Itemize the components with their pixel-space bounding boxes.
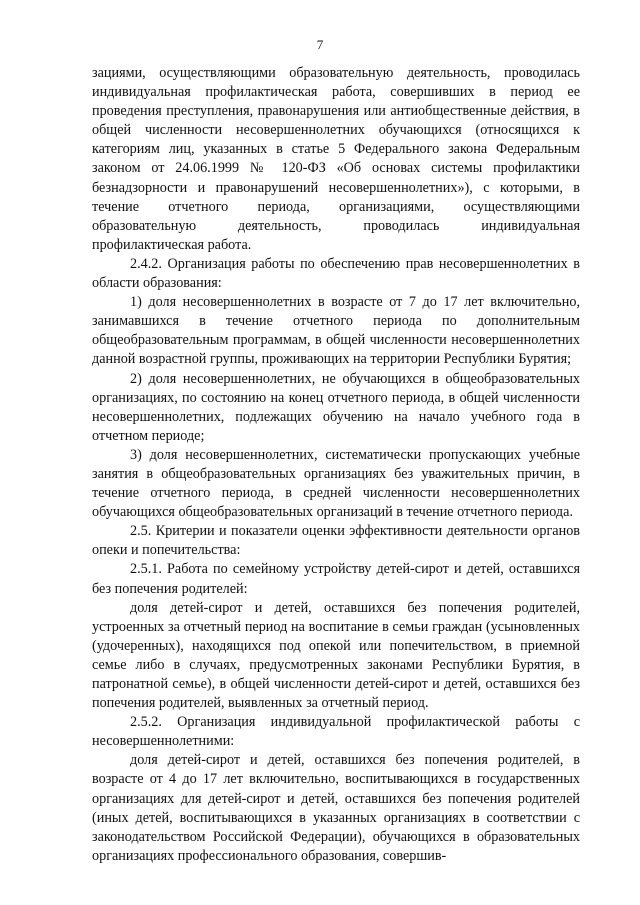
- paragraph-2-5-heading: 2.5. Критерии и показатели оценки эффективности деятельности органов опеки и попечительства:: [92, 523, 580, 559]
- paragraph-item-1: 1) доля несовершеннолетних в возрасте от 7 до 17 лет включительно, занимавшихся в течение отчетного периода по дополнительным общеобразовательным программам, в общей численности несовершеннолетних данной возрастной группы, проживающих на территории Республики Бурятия;: [92, 294, 580, 368]
- paragraph-2-4-2-heading: 2.4.2. Организация работы по обеспечению прав несовершеннолетних в области образования:: [92, 255, 580, 292]
- paragraph-2-5-1-indicator: доля детей-сирот и детей, оставшихся без попечения родителей, устроенных за отчетный период на воспитание в семьи граждан (усыновленных (удочеренных), находящихся под опекой или попечительством, в приемной семье либо в случаях, предусмотренных законами Республики Бурятия, в патронатной семье), в общей численности детей-сирот и детей, оставшихся без попечения родителей, выявленных за отчетный период.: [92, 599, 580, 712]
- paragraph-item-3: 3) доля несовершеннолетних, систематически пропускающих учебные занятия в общеобразовательных организациях без уважительных причин, в течение отчетного периода, в средней численности несовершеннолетних обучающихся общеобразовательных организаций в течение отчетного периода.: [92, 446, 580, 521]
- paragraph-item-2: 2) доля несовершеннолетних, не обучающихся в общеобразовательных организациях, по состоянию на конец отчетного периода, в общей численности несовершеннолетних, подлежащих обучению на начало учебного года в отчетном периоде;: [92, 370, 580, 444]
- paragraph-continuation: зациями, осуществляющими образовательную деятельность, проводилась индивидуальная профилактическая работа, совершивших в период ее проведения преступления, правонарушения или антиобщественные действия, в общей численности несовершеннолетних обучающихся (относящихся к категориям лиц, указанных в статье 5 Федерального закона Федеральным законом от 24.06.1999 № 120-ФЗ «Об основах системы профилактики безнадзорности и правонарушений несовершеннолетних»), с которыми, в течение отчетного периода, организациями, осуществляющими образовательную деятельность, проводилась индивидуальная профилактическая работа.: [92, 65, 580, 253]
- page-number: 7: [316, 37, 324, 52]
- paragraph-2-5-1-heading: 2.5.1. Работа по семейному устройству детей-сирот и детей, оставшихся без попечения родителей:: [92, 561, 580, 597]
- document-body: [92, 64, 580, 866]
- paragraph-2-5-2-heading: 2.5.2. Организация индивидуальной профилактической работы с несовершеннолетними:: [92, 714, 580, 750]
- paragraph-2-5-2-indicator: доля детей-сирот и детей, оставшихся без попечения родителей, в возрасте от 4 до 17 лет включительно, воспитывающихся в государственных организациях для детей-сирот и детей, оставшихся без попечения родителей (иных детей, воспитывающихся в указанных организациях в соответствии с законодательством Российской Федерации), обучающихся в образовательных организациях профессионального образования, совершив-: [92, 752, 580, 864]
